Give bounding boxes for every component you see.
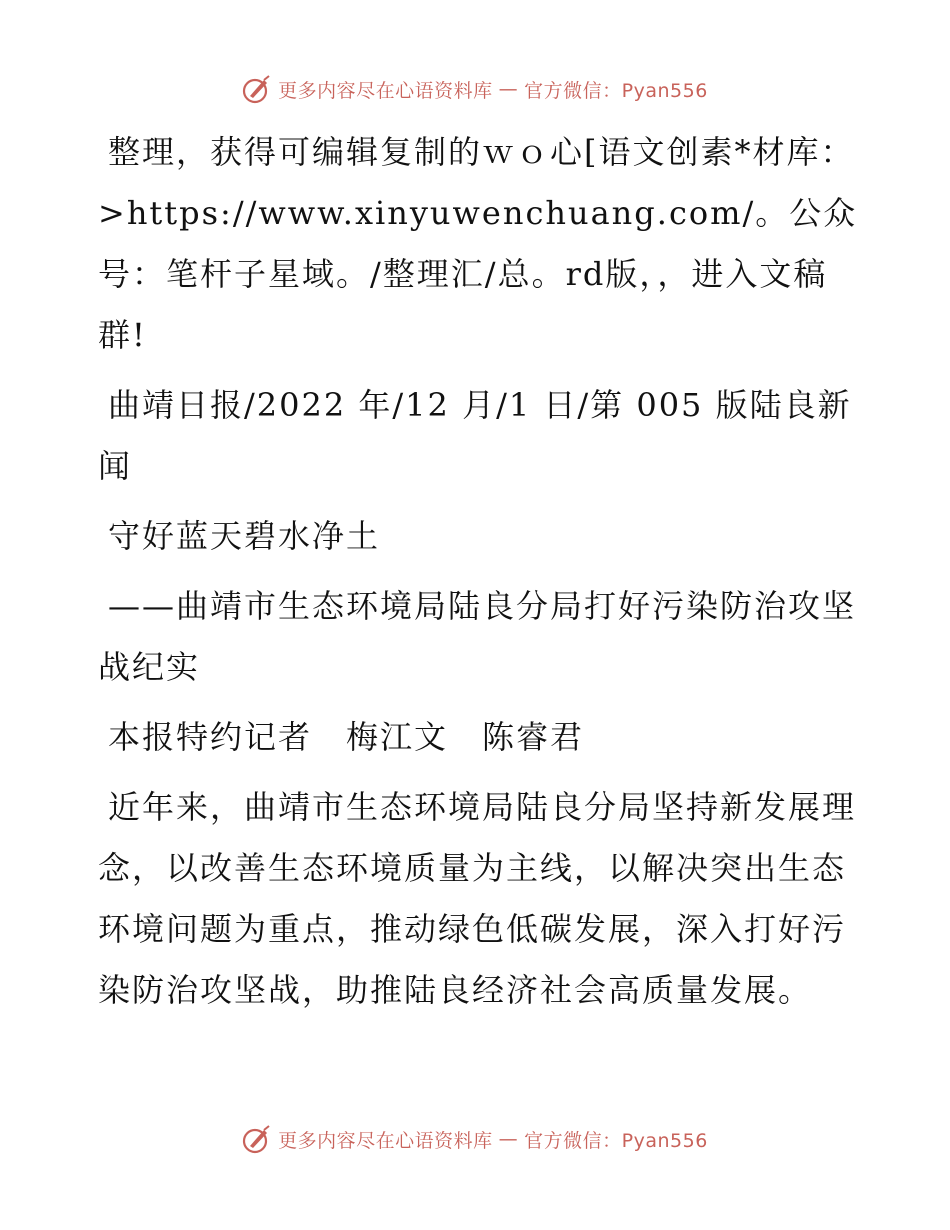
watermark-separator: — [498, 78, 519, 100]
byline: 本报特约记者 梅江文 陈睿君 [108, 718, 585, 756]
header-watermark [0, 74, 950, 104]
article-subtitle: ——曲靖市生态环境局陆良分局打好污染防治攻坚战纪实 [98, 587, 857, 686]
watermark-text: 更多内容尽在心语资料库 [278, 79, 493, 102]
intro-paragraph: 整理，获得可编辑复制的ｗｏ心[语文创素*材库：>https://www.xinyuwenchuang.com/。公众号：笔杆子星域。/整理汇/总。rd版，，进入文稿群! [98, 133, 858, 354]
watermark-contact: 官方微信：Pyan556 [524, 1129, 708, 1152]
quill-logo-icon [242, 74, 272, 104]
footer-watermark [0, 1124, 950, 1154]
quill-logo-icon [242, 1124, 272, 1154]
watermark-contact: 官方微信：Pyan556 [524, 79, 708, 102]
source-line: 曲靖日报/2022 年/12 月/1 日/第 005 版陆良新闻 [98, 386, 852, 485]
article-title: 守好蓝天碧水净土 [108, 517, 381, 555]
watermark-text: 更多内容尽在心语资料库 [278, 1129, 493, 1152]
watermark-separator: — [498, 1128, 519, 1150]
body-paragraph: 近年来，曲靖市生态环境局陆良分局坚持新发展理念，以改善生态环境质量为主线，以解决突出生态环境问题为重点，推动绿色低碳发展，深入打好污染防治攻坚战，助推陆良经济社会高质量发展。 [98, 788, 857, 1009]
document-body [98, 122, 858, 1030]
